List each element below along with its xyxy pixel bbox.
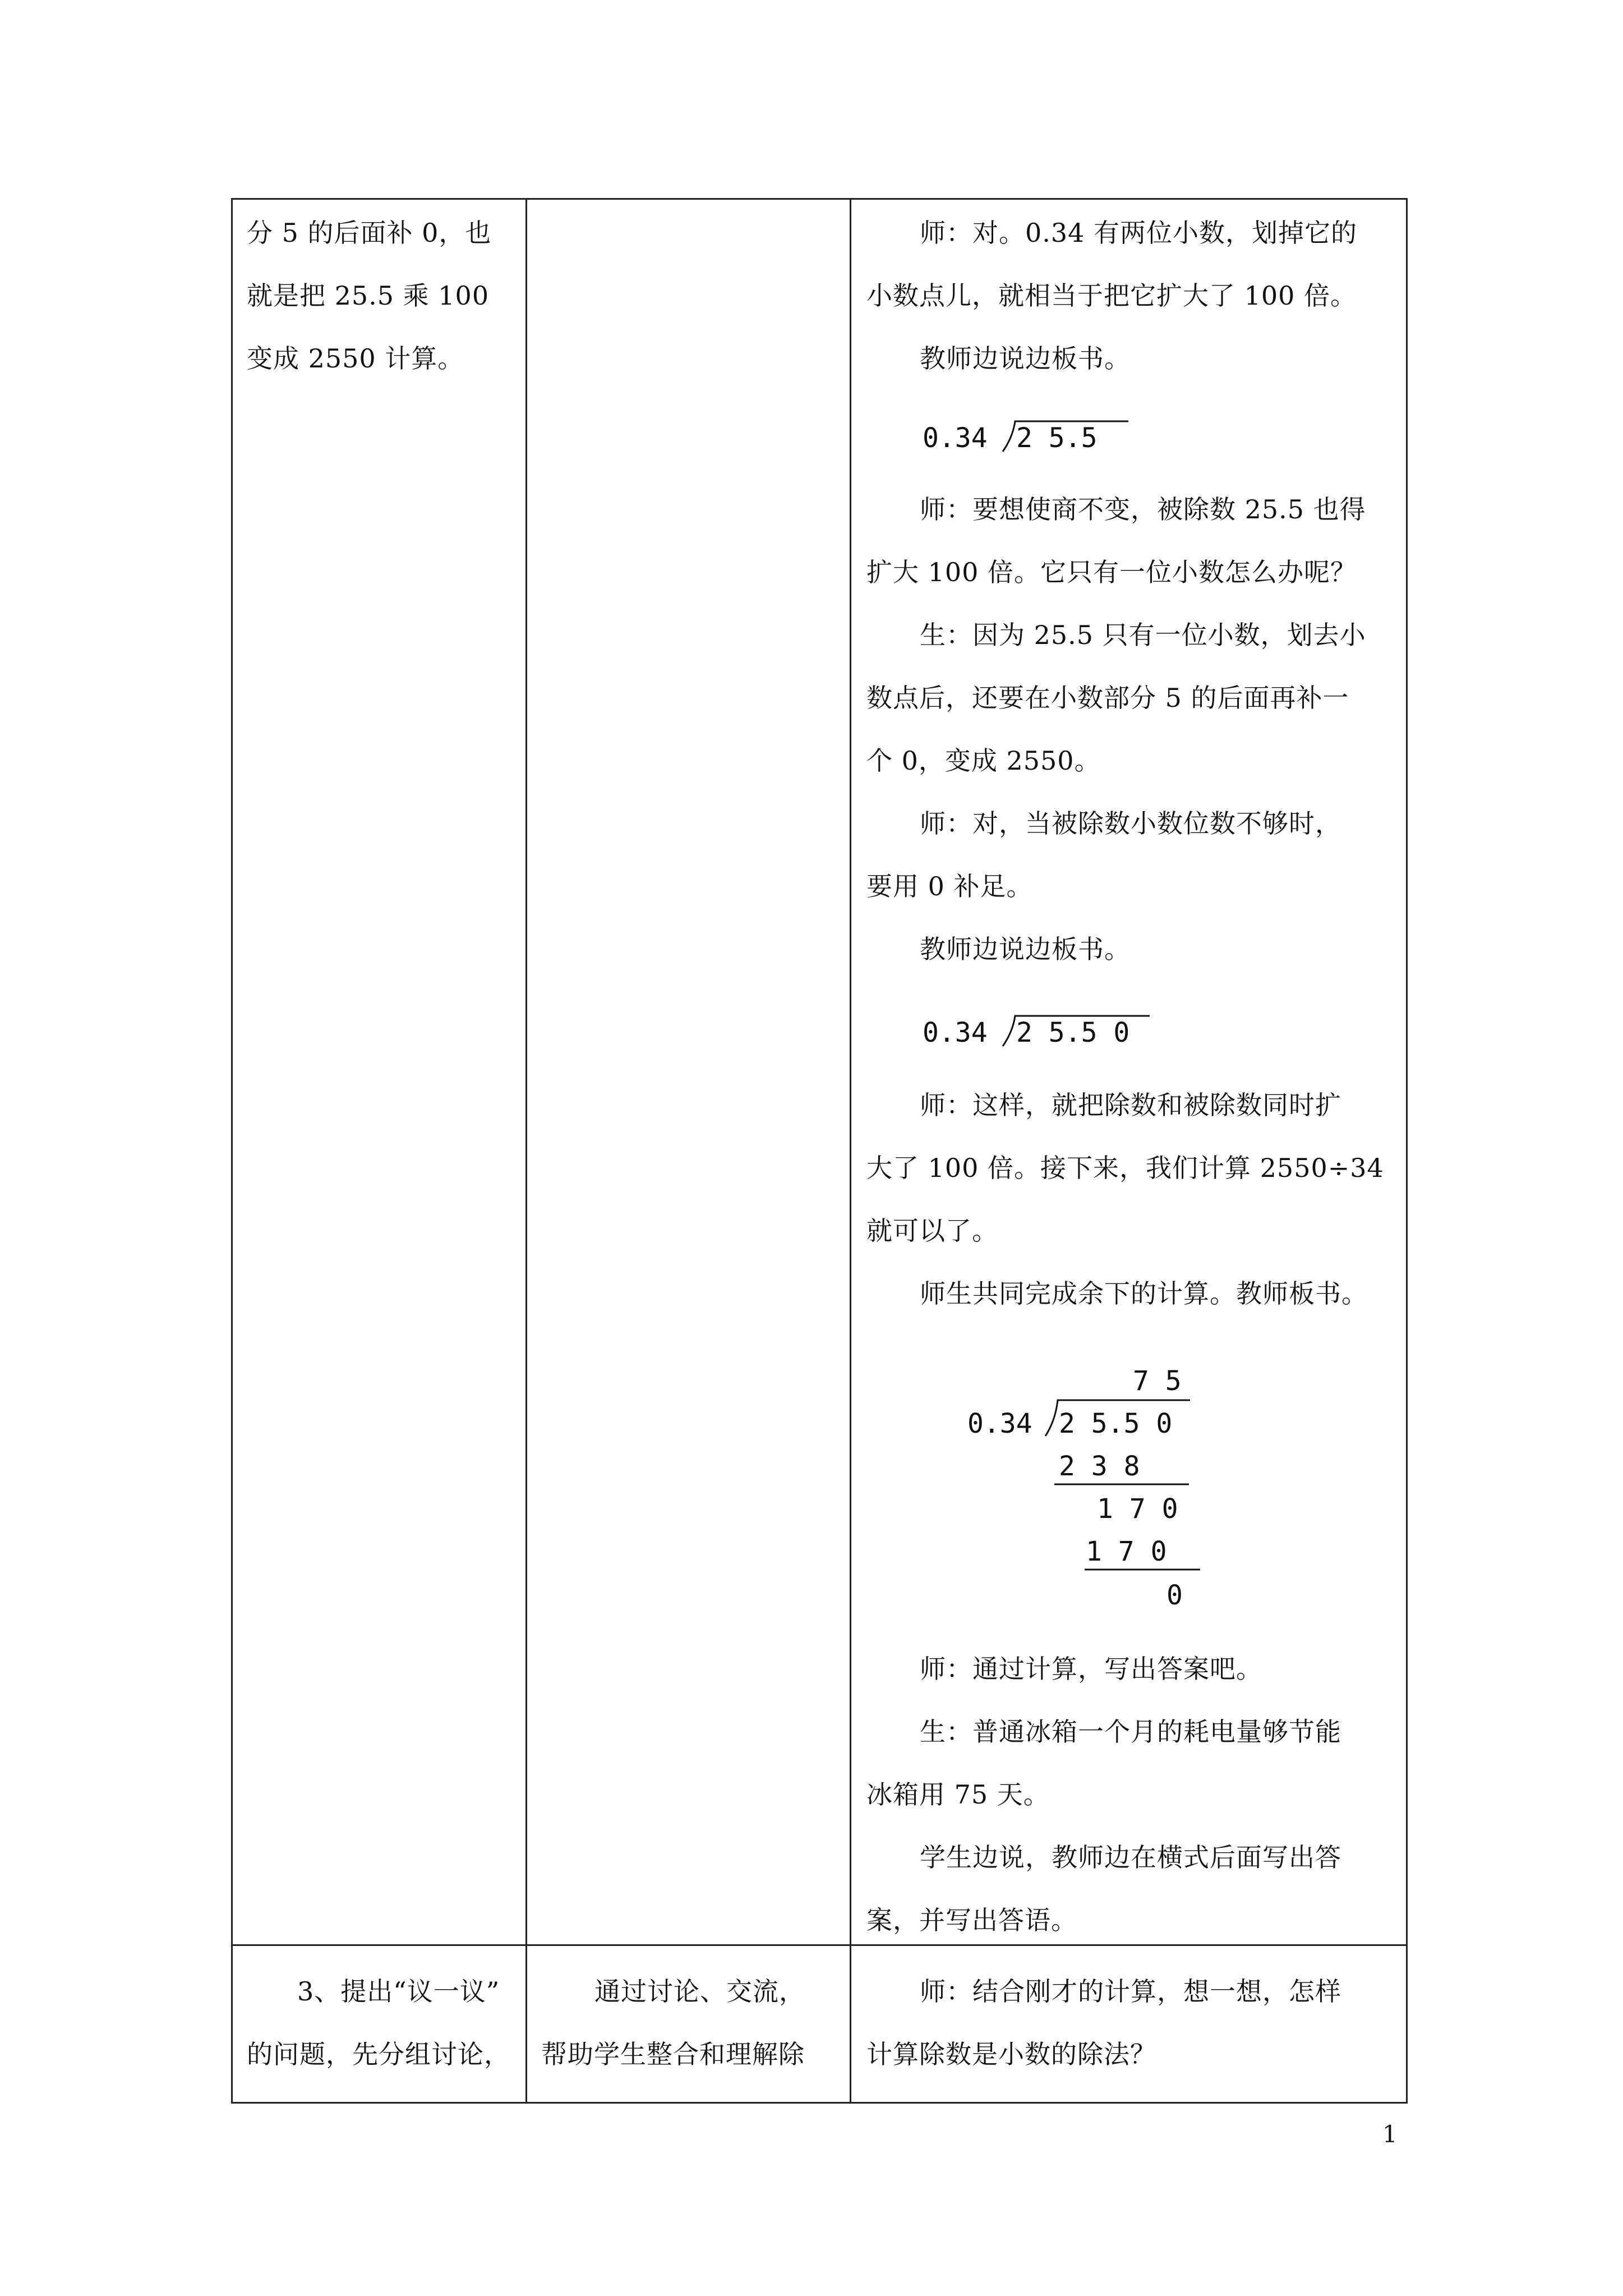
formula-divisor: 0.34 bbox=[923, 422, 988, 454]
ld-step-1: 2 3 8 bbox=[1059, 1451, 1140, 1482]
division-formula-2 bbox=[920, 1007, 1166, 1057]
text-line: 师：对。0.34 有两位小数，划掉它的 bbox=[920, 218, 1358, 248]
text-line: 学生边说，教师边在横式后面写出答 bbox=[920, 1842, 1341, 1872]
text-line: 师：这样，就把除数和被除数同时扩 bbox=[920, 1090, 1341, 1120]
long-division bbox=[965, 1358, 1211, 1627]
text-line: 师：对，当被除数小数位数不够时， bbox=[920, 808, 1341, 839]
text-line: 的问题，先分组讨论， bbox=[247, 2039, 510, 2069]
text-line: 大了 100 倍。接下来，我们计算 2550÷34 bbox=[866, 1153, 1384, 1183]
column-divider bbox=[850, 200, 851, 2102]
row-divider bbox=[233, 1944, 1406, 1946]
formula-dividend: 2 5.5 bbox=[1016, 422, 1098, 454]
text-line: 师：结合刚才的计算，想一想，怎样 bbox=[920, 1976, 1341, 2007]
text-line: 扩大 100 倍。它只有一位小数怎么办呢？ bbox=[866, 557, 1357, 587]
text-line: 个 0，变成 2550。 bbox=[866, 746, 1101, 776]
text-line: 师：通过计算，写出答案吧。 bbox=[920, 1654, 1262, 1684]
division-formula-1 bbox=[920, 412, 1144, 463]
text-line: 数点后，还要在小数部分 5 的后面再补一 bbox=[866, 683, 1349, 713]
text-line: 教师边说边板书。 bbox=[920, 934, 1131, 964]
ld-dividend: 2 5.5 0 bbox=[1059, 1408, 1173, 1439]
text-line: 小数点儿，就相当于把它扩大了 100 倍。 bbox=[866, 280, 1357, 311]
formula-dividend: 2 5.5 0 bbox=[1016, 1017, 1130, 1048]
ld-divisor: 0.34 bbox=[967, 1408, 1032, 1439]
text-line: 要用 0 补足。 bbox=[866, 871, 1033, 901]
text-line: 生：普通冰箱一个月的耗电量够节能 bbox=[920, 1717, 1341, 1747]
text-line: 师：要想使商不变，被除数 25.5 也得 bbox=[920, 494, 1366, 524]
text-line: 就是把 25.5 乘 100 bbox=[247, 280, 490, 311]
ld-step-2: 1 7 0 bbox=[1097, 1493, 1178, 1525]
text-line: 师生共同完成余下的计算。教师板书。 bbox=[920, 1278, 1368, 1309]
formula-divisor: 0.34 bbox=[923, 1017, 988, 1048]
text-line: 教师边说边板书。 bbox=[920, 343, 1131, 374]
text-line: 帮助学生整合和理解除 bbox=[541, 2039, 805, 2069]
column-divider bbox=[525, 200, 527, 2102]
text-line: 案，并写出答语。 bbox=[866, 1905, 1077, 1935]
text-line: 分 5 的后面补 0，也 bbox=[247, 218, 492, 248]
ld-step-3: 1 7 0 bbox=[1086, 1536, 1167, 1567]
text-line: 冰箱用 75 天。 bbox=[866, 1779, 1050, 1810]
text-line: 计算除数是小数的除法？ bbox=[866, 2039, 1156, 2069]
text-line: 通过讨论、交流， bbox=[594, 1976, 805, 2007]
page-number: 1 bbox=[1382, 2120, 1398, 2148]
text-line: 变成 2550 计算。 bbox=[247, 343, 464, 374]
text-line: 就可以了。 bbox=[866, 1216, 998, 1246]
quotient: 7 5 bbox=[1133, 1365, 1182, 1397]
text-line: 生：因为 25.5 只有一位小数，划去小 bbox=[920, 620, 1366, 650]
ld-remainder: 0 bbox=[1166, 1580, 1183, 1611]
text-line: 3、提出“议一议” bbox=[297, 1976, 500, 2007]
